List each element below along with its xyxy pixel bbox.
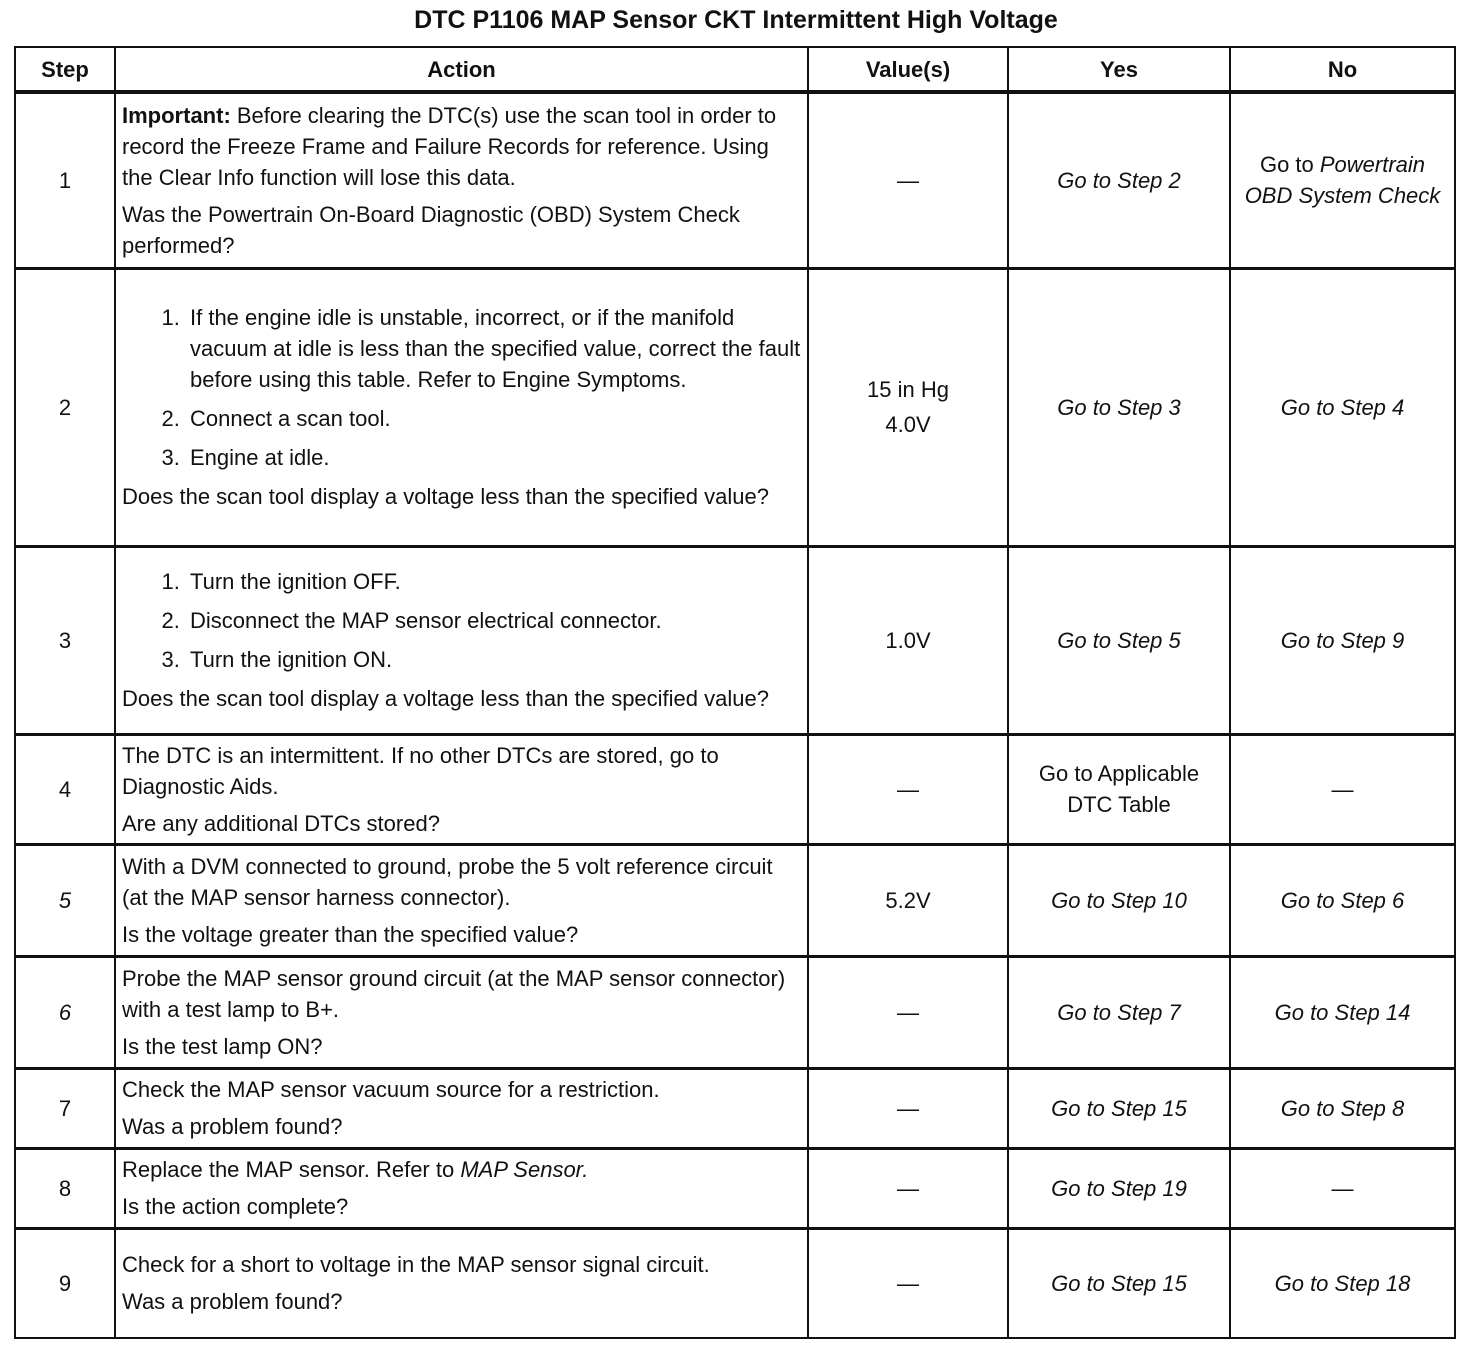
- header-action: Action: [115, 47, 808, 92]
- header-yes: Yes: [1008, 47, 1230, 92]
- action-cell: [115, 734, 808, 844]
- value-cell: 1.0V: [808, 546, 1008, 734]
- yes-link[interactable]: Go to Step 15: [1051, 1095, 1187, 1121]
- action-question: Are any additional DTCs stored?: [122, 810, 440, 836]
- table-row: [15, 92, 1455, 268]
- no-prefix: Go to: [1259, 152, 1320, 178]
- yes-link[interactable]: Go to Step 2: [1057, 167, 1181, 193]
- step-number: 3: [15, 546, 115, 734]
- no-cell: [1230, 546, 1455, 734]
- table-row: [15, 844, 1455, 956]
- yes-link[interactable]: Go to Step 5: [1057, 627, 1181, 653]
- no-cell: —: [1230, 1148, 1455, 1228]
- no-link[interactable]: Go to Step 9: [1280, 627, 1405, 653]
- diagnostic-table: [14, 46, 1456, 1339]
- table-row: [15, 956, 1455, 1068]
- action-list-item: 3. Turn the ignition ON.: [186, 644, 801, 675]
- action-cell: [115, 1148, 808, 1228]
- yes-link[interactable]: Go to Step 3: [1057, 394, 1181, 420]
- action-question: Was a problem found?: [122, 1114, 343, 1139]
- no-link[interactable]: Go to Step 18: [1274, 1270, 1411, 1296]
- page-title: DTC P1106 MAP Sensor CKT Intermittent High Voltage: [414, 6, 1058, 34]
- action-cell: [115, 546, 808, 734]
- action-list-item: 2. Disconnect the MAP sensor electrical connector.: [186, 605, 801, 636]
- action-cell: [115, 92, 808, 268]
- action-cell: [115, 268, 808, 546]
- yes-cell: [1008, 844, 1230, 956]
- yes-cell: [1008, 92, 1230, 268]
- action-question: Is the voltage greater than the specified value?: [122, 921, 579, 947]
- table-row: [15, 1068, 1455, 1148]
- action-cell: [115, 1068, 808, 1148]
- table-row: [15, 1228, 1455, 1338]
- value-line: 15 in Hg: [867, 377, 949, 402]
- action-question: Is the action complete?: [122, 1194, 349, 1219]
- yes-cell: [1008, 1228, 1230, 1338]
- action-question: Does the scan tool display a voltage less than the specified value?: [122, 686, 769, 711]
- no-cell: [1230, 956, 1455, 1068]
- action-text: Check the MAP sensor vacuum source for a restriction.: [122, 1077, 660, 1102]
- no-cell: [1230, 1228, 1455, 1338]
- no-link[interactable]: Go to Step 14: [1274, 999, 1411, 1025]
- header-step: Step: [15, 47, 115, 92]
- value-cell: [808, 268, 1008, 546]
- yes-link[interactable]: Go to Step 7: [1057, 999, 1181, 1025]
- step-number: 5: [15, 844, 115, 956]
- action-text: Probe the MAP sensor ground circuit (at the MAP sensor connector) with a test lamp to B+.: [122, 965, 786, 1022]
- value-cell: —: [808, 956, 1008, 1068]
- step-number: 2: [15, 268, 115, 546]
- action-question: Does the scan tool display a voltage less than the specified value?: [122, 484, 769, 509]
- step-number: 7: [15, 1068, 115, 1148]
- action-text: Check for a short to voltage in the MAP sensor signal circuit.: [122, 1252, 710, 1278]
- action-question: Is the test lamp ON?: [122, 1033, 323, 1059]
- important-label: Important:: [122, 102, 231, 128]
- map-sensor-link[interactable]: MAP Sensor.: [460, 1157, 589, 1182]
- no-cell: [1230, 844, 1455, 956]
- action-list: [122, 566, 801, 675]
- step-number: 4: [15, 734, 115, 844]
- value-line: 4.0V: [885, 412, 931, 437]
- no-cell: [1230, 92, 1455, 268]
- table-header-row: [15, 47, 1455, 92]
- action-question: Was a problem found?: [122, 1289, 343, 1315]
- no-cell: [1230, 1068, 1455, 1148]
- step-number: 6: [15, 956, 115, 1068]
- header-values: Value(s): [808, 47, 1008, 92]
- value-cell: —: [808, 1228, 1008, 1338]
- yes-cell: [1008, 546, 1230, 734]
- action-text: Replace the MAP sensor. Refer to: [122, 1157, 461, 1182]
- action-question: Was the Powertrain On-Board Diagnostic (OBD) System Check performed?: [122, 201, 740, 258]
- yes-cell: [1008, 1148, 1230, 1228]
- action-list-item: 3. Engine at idle.: [186, 442, 801, 473]
- step-number: 1: [15, 92, 115, 268]
- no-cell: —: [1230, 734, 1455, 844]
- action-list: [122, 302, 801, 473]
- table-row: [15, 546, 1455, 734]
- action-cell: [115, 956, 808, 1068]
- no-link[interactable]: Go to Step 6: [1280, 887, 1405, 913]
- action-text: With a DVM connected to ground, probe the 5 volt reference circuit (at the MAP sensor harness connector).: [122, 853, 773, 910]
- value-cell: —: [808, 1148, 1008, 1228]
- table-row: [15, 1148, 1455, 1228]
- step-number: 9: [15, 1228, 115, 1338]
- value-cell: —: [808, 734, 1008, 844]
- yes-cell: [1008, 1068, 1230, 1148]
- action-cell: [115, 1228, 808, 1338]
- action-list-item: 2. Connect a scan tool.: [186, 403, 801, 434]
- action-list-item: 1. Turn the ignition OFF.: [186, 566, 801, 597]
- no-cell: [1230, 268, 1455, 546]
- value-cell: —: [808, 1068, 1008, 1148]
- yes-link[interactable]: Go to Applicable DTC Table: [1038, 761, 1200, 817]
- step-number: 8: [15, 1148, 115, 1228]
- no-link[interactable]: Go to Step 4: [1280, 394, 1405, 420]
- action-list-item: 1. If the engine idle is unstable, incorrect, or if the manifold vacuum at idle is less than the specified value, correct the fault before using this table. Refer to Engine Symptoms.: [186, 302, 801, 395]
- yes-cell: [1008, 956, 1230, 1068]
- value-cell: 5.2V: [808, 844, 1008, 956]
- yes-cell: [1008, 734, 1230, 844]
- yes-link[interactable]: Go to Step 15: [1051, 1270, 1187, 1296]
- action-text: The DTC is an intermittent. If no other DTCs are stored, go to Diagnostic Aids.: [122, 742, 719, 799]
- yes-link[interactable]: Go to Step 10: [1051, 887, 1187, 913]
- no-link[interactable]: Powertrain OBD System Check: [1244, 152, 1441, 209]
- header-no: No: [1230, 47, 1455, 92]
- no-link[interactable]: Go to Step 8: [1280, 1095, 1405, 1121]
- table-row: [15, 734, 1455, 844]
- yes-cell: [1008, 268, 1230, 546]
- table-row: [15, 268, 1455, 546]
- important-text: Before clearing the DTC(s) use the scan tool in order to record the Freeze Frame and Failure Records for reference. Using the Clear Info function will lose this data.: [122, 102, 777, 190]
- yes-link[interactable]: Go to Step 19: [1051, 1175, 1187, 1201]
- value-cell: —: [808, 92, 1008, 268]
- action-cell: [115, 844, 808, 956]
